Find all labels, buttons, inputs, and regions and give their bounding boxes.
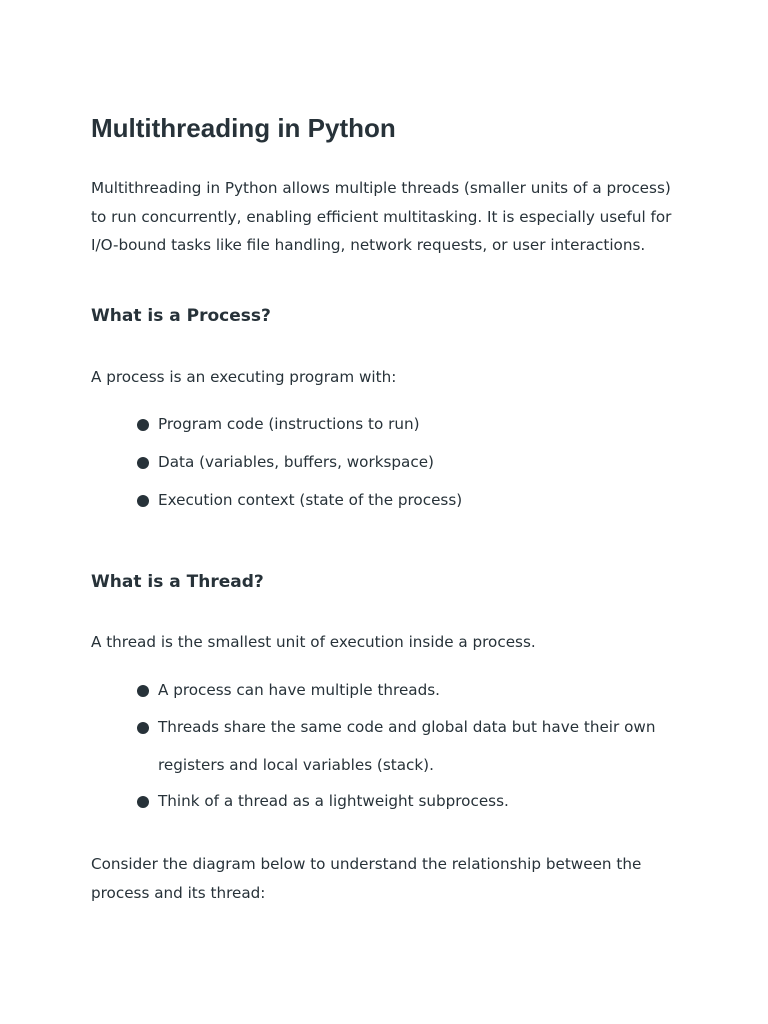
list-item-text: Execution context (state of the process) [158,491,463,509]
list-item [137,783,677,821]
thread-description: A thread is the smallest unit of execution inside a process. [91,633,536,651]
thread-list [137,679,677,821]
bullet-icon [137,457,149,469]
bullet-icon [137,495,149,507]
process-description: A process is an executing program with: [91,368,397,386]
list-item [137,413,677,451]
list-item-text: Data (variables, buffers, workspace) [158,453,434,471]
bullet-icon [137,722,149,734]
list-item-text: Think of a thread as a lightweight subprocess. [158,792,509,810]
list-item-text: Program code (instructions to run) [158,415,420,433]
list-item [137,489,677,527]
diagram-intro-paragraph: Consider the diagram below to understand the relationship between the process and its thread: [91,855,642,902]
bullet-icon [137,685,149,697]
list-item-text: A process can have multiple threads. [158,681,440,699]
list-item [137,709,677,784]
intro-paragraph: Multithreading in Python allows multiple threads (smaller units of a process) to run concurrently, enabling efficient multitasking. It is especially useful for I/O-bound tasks like file handling, network requests, or user interactions. [91,179,672,254]
thread-heading: What is a Thread? [91,572,264,592]
bullet-icon [137,796,149,808]
list-item-text: Threads share the same code and global data but have their own registers and local variables (stack). [158,718,656,774]
bullet-icon [137,419,149,431]
process-heading: What is a Process? [91,306,271,326]
process-list [137,413,677,527]
list-item [137,451,677,489]
page-title: Multithreading in Python [91,113,396,143]
